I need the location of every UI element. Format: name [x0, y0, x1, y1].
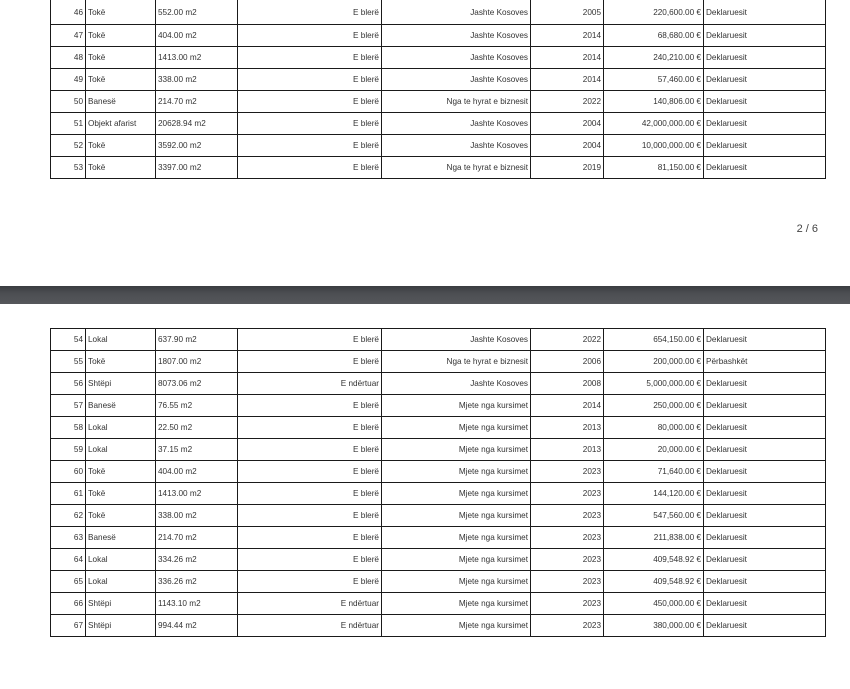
- area-cell: 3397.00 m2: [156, 157, 238, 179]
- row-number-cell: 52: [51, 135, 86, 157]
- property-table-body: [51, 0, 826, 179]
- table-row: [51, 505, 826, 527]
- value-cell: 10,000,000.00 €: [604, 135, 704, 157]
- property-table: [50, 0, 826, 179]
- funding-source-cell: Mjete nga kursimet: [382, 505, 531, 527]
- document-page-2: [0, 0, 850, 286]
- year-cell: 2023: [531, 483, 604, 505]
- table-row: [51, 47, 826, 69]
- property-type-cell: Banesë: [86, 527, 156, 549]
- property-type-cell: Lokal: [86, 571, 156, 593]
- acquisition-method-cell: E blerë: [238, 47, 382, 69]
- year-cell: 2023: [531, 505, 604, 527]
- year-cell: 2005: [531, 0, 604, 25]
- acquisition-method-cell: E blerë: [238, 25, 382, 47]
- area-cell: 22.50 m2: [156, 417, 238, 439]
- row-number-cell: 55: [51, 351, 86, 373]
- funding-source-cell: Jashte Kosoves: [382, 135, 531, 157]
- funding-source-cell: Jashte Kosoves: [382, 25, 531, 47]
- year-cell: 2023: [531, 527, 604, 549]
- owner-cell: Deklaruesit: [704, 549, 826, 571]
- value-cell: 20,000.00 €: [604, 439, 704, 461]
- row-number-cell: 51: [51, 113, 86, 135]
- value-cell: 547,560.00 €: [604, 505, 704, 527]
- value-cell: 220,600.00 €: [604, 0, 704, 25]
- property-type-cell: Tokë: [86, 47, 156, 69]
- funding-source-cell: Mjete nga kursimet: [382, 593, 531, 615]
- area-cell: 334.26 m2: [156, 549, 238, 571]
- acquisition-method-cell: E ndërtuar: [238, 373, 382, 395]
- area-cell: 8073.06 m2: [156, 373, 238, 395]
- value-cell: 250,000.00 €: [604, 395, 704, 417]
- property-type-cell: Lokal: [86, 417, 156, 439]
- value-cell: 144,120.00 €: [604, 483, 704, 505]
- property-type-cell: Tokë: [86, 483, 156, 505]
- owner-cell: Përbashkët: [704, 351, 826, 373]
- row-number-cell: 59: [51, 439, 86, 461]
- area-cell: 3592.00 m2: [156, 135, 238, 157]
- value-cell: 80,000.00 €: [604, 417, 704, 439]
- owner-cell: Deklaruesit: [704, 135, 826, 157]
- table-row: [51, 439, 826, 461]
- value-cell: 654,150.00 €: [604, 329, 704, 351]
- value-cell: 71,640.00 €: [604, 461, 704, 483]
- row-number-cell: 54: [51, 329, 86, 351]
- year-cell: 2014: [531, 25, 604, 47]
- property-type-cell: Tokë: [86, 461, 156, 483]
- acquisition-method-cell: E ndërtuar: [238, 615, 382, 637]
- funding-source-cell: Jashte Kosoves: [382, 0, 531, 25]
- owner-cell: Deklaruesit: [704, 0, 826, 25]
- acquisition-method-cell: E blerë: [238, 549, 382, 571]
- area-cell: 214.70 m2: [156, 91, 238, 113]
- acquisition-method-cell: E blerë: [238, 113, 382, 135]
- value-cell: 200,000.00 €: [604, 351, 704, 373]
- row-number-cell: 56: [51, 373, 86, 395]
- year-cell: 2006: [531, 351, 604, 373]
- year-cell: 2019: [531, 157, 604, 179]
- owner-cell: Deklaruesit: [704, 593, 826, 615]
- year-cell: 2022: [531, 91, 604, 113]
- owner-cell: Deklaruesit: [704, 439, 826, 461]
- year-cell: 2004: [531, 135, 604, 157]
- owner-cell: Deklaruesit: [704, 527, 826, 549]
- property-type-cell: Banesë: [86, 395, 156, 417]
- funding-source-cell: Mjete nga kursimet: [382, 571, 531, 593]
- page-separator: [0, 286, 850, 304]
- acquisition-method-cell: E blerë: [238, 135, 382, 157]
- funding-source-cell: Nga te hyrat e biznesit: [382, 91, 531, 113]
- area-cell: 994.44 m2: [156, 615, 238, 637]
- table-row: [51, 571, 826, 593]
- acquisition-method-cell: E blerë: [238, 329, 382, 351]
- table-row: [51, 329, 826, 351]
- acquisition-method-cell: E blerë: [238, 395, 382, 417]
- row-number-cell: 63: [51, 527, 86, 549]
- row-number-cell: 61: [51, 483, 86, 505]
- owner-cell: Deklaruesit: [704, 417, 826, 439]
- owner-cell: Deklaruesit: [704, 571, 826, 593]
- owner-cell: Deklaruesit: [704, 373, 826, 395]
- owner-cell: Deklaruesit: [704, 483, 826, 505]
- area-cell: 338.00 m2: [156, 505, 238, 527]
- table-row: [51, 135, 826, 157]
- area-cell: 637.90 m2: [156, 329, 238, 351]
- property-type-cell: Tokë: [86, 135, 156, 157]
- funding-source-cell: Jashte Kosoves: [382, 329, 531, 351]
- property-type-cell: Tokë: [86, 351, 156, 373]
- property-type-cell: Shtëpi: [86, 373, 156, 395]
- area-cell: 338.00 m2: [156, 69, 238, 91]
- property-type-cell: Objekt afarist: [86, 113, 156, 135]
- acquisition-method-cell: E blerë: [238, 439, 382, 461]
- acquisition-method-cell: E blerë: [238, 505, 382, 527]
- acquisition-method-cell: E blerë: [238, 0, 382, 25]
- funding-source-cell: Mjete nga kursimet: [382, 417, 531, 439]
- year-cell: 2023: [531, 593, 604, 615]
- table-row: [51, 527, 826, 549]
- funding-source-cell: Nga te hyrat e biznesit: [382, 351, 531, 373]
- area-cell: 1413.00 m2: [156, 483, 238, 505]
- property-type-cell: Lokal: [86, 439, 156, 461]
- owner-cell: Deklaruesit: [704, 395, 826, 417]
- table-row: [51, 373, 826, 395]
- acquisition-method-cell: E blerë: [238, 91, 382, 113]
- row-number-cell: 66: [51, 593, 86, 615]
- table-row: [51, 549, 826, 571]
- area-cell: 404.00 m2: [156, 25, 238, 47]
- acquisition-method-cell: E blerë: [238, 461, 382, 483]
- acquisition-method-cell: E blerë: [238, 351, 382, 373]
- table-row: [51, 0, 826, 25]
- row-number-cell: 48: [51, 47, 86, 69]
- acquisition-method-cell: E blerë: [238, 527, 382, 549]
- table-row: [51, 69, 826, 91]
- area-cell: 214.70 m2: [156, 527, 238, 549]
- owner-cell: Deklaruesit: [704, 461, 826, 483]
- value-cell: 57,460.00 €: [604, 69, 704, 91]
- area-cell: 20628.94 m2: [156, 113, 238, 135]
- property-table-body: [51, 329, 826, 637]
- owner-cell: Deklaruesit: [704, 505, 826, 527]
- property-table: [50, 328, 826, 637]
- row-number-cell: 60: [51, 461, 86, 483]
- value-cell: 380,000.00 €: [604, 615, 704, 637]
- row-number-cell: 57: [51, 395, 86, 417]
- year-cell: 2008: [531, 373, 604, 395]
- owner-cell: Deklaruesit: [704, 47, 826, 69]
- year-cell: 2014: [531, 395, 604, 417]
- area-cell: 404.00 m2: [156, 461, 238, 483]
- value-cell: 5,000,000.00 €: [604, 373, 704, 395]
- funding-source-cell: Mjete nga kursimet: [382, 527, 531, 549]
- acquisition-method-cell: E blerë: [238, 69, 382, 91]
- funding-source-cell: Mjete nga kursimet: [382, 549, 531, 571]
- table-row: [51, 157, 826, 179]
- funding-source-cell: Jashte Kosoves: [382, 373, 531, 395]
- property-type-cell: Tokë: [86, 69, 156, 91]
- property-type-cell: Shtëpi: [86, 615, 156, 637]
- area-cell: 1413.00 m2: [156, 47, 238, 69]
- funding-source-cell: Mjete nga kursimet: [382, 439, 531, 461]
- table-row: [51, 91, 826, 113]
- property-type-cell: Tokë: [86, 25, 156, 47]
- owner-cell: Deklaruesit: [704, 157, 826, 179]
- owner-cell: Deklaruesit: [704, 113, 826, 135]
- value-cell: 211,838.00 €: [604, 527, 704, 549]
- property-type-cell: Shtëpi: [86, 593, 156, 615]
- area-cell: 37.15 m2: [156, 439, 238, 461]
- property-type-cell: Lokal: [86, 329, 156, 351]
- acquisition-method-cell: E blerë: [238, 417, 382, 439]
- row-number-cell: 65: [51, 571, 86, 593]
- document-page-3: [0, 304, 850, 689]
- property-type-cell: Banesë: [86, 91, 156, 113]
- area-cell: 552.00 m2: [156, 0, 238, 25]
- value-cell: 68,680.00 €: [604, 25, 704, 47]
- table-row: [51, 615, 826, 637]
- year-cell: 2013: [531, 439, 604, 461]
- year-cell: 2013: [531, 417, 604, 439]
- year-cell: 2014: [531, 47, 604, 69]
- owner-cell: Deklaruesit: [704, 25, 826, 47]
- year-cell: 2023: [531, 615, 604, 637]
- value-cell: 42,000,000.00 €: [604, 113, 704, 135]
- table-row: [51, 113, 826, 135]
- funding-source-cell: Mjete nga kursimet: [382, 395, 531, 417]
- table-row: [51, 483, 826, 505]
- value-cell: 450,000.00 €: [604, 593, 704, 615]
- row-number-cell: 67: [51, 615, 86, 637]
- row-number-cell: 64: [51, 549, 86, 571]
- table-row: [51, 351, 826, 373]
- funding-source-cell: Mjete nga kursimet: [382, 615, 531, 637]
- funding-source-cell: Nga te hyrat e biznesit: [382, 157, 531, 179]
- row-number-cell: 53: [51, 157, 86, 179]
- acquisition-method-cell: E ndërtuar: [238, 593, 382, 615]
- area-cell: 1143.10 m2: [156, 593, 238, 615]
- acquisition-method-cell: E blerë: [238, 571, 382, 593]
- value-cell: 240,210.00 €: [604, 47, 704, 69]
- value-cell: 409,548.92 €: [604, 571, 704, 593]
- acquisition-method-cell: E blerë: [238, 157, 382, 179]
- table-row: [51, 25, 826, 47]
- row-number-cell: 49: [51, 69, 86, 91]
- acquisition-method-cell: E blerë: [238, 483, 382, 505]
- page-indicator: 2 / 6: [796, 223, 818, 235]
- year-cell: 2023: [531, 461, 604, 483]
- value-cell: 140,806.00 €: [604, 91, 704, 113]
- year-cell: 2023: [531, 549, 604, 571]
- value-cell: 81,150.00 €: [604, 157, 704, 179]
- table-row: [51, 593, 826, 615]
- owner-cell: Deklaruesit: [704, 69, 826, 91]
- row-number-cell: 62: [51, 505, 86, 527]
- table-row: [51, 461, 826, 483]
- funding-source-cell: Mjete nga kursimet: [382, 483, 531, 505]
- row-number-cell: 50: [51, 91, 86, 113]
- owner-cell: Deklaruesit: [704, 329, 826, 351]
- funding-source-cell: Mjete nga kursimet: [382, 461, 531, 483]
- property-type-cell: Tokë: [86, 0, 156, 25]
- property-type-cell: Tokë: [86, 505, 156, 527]
- property-type-cell: Lokal: [86, 549, 156, 571]
- property-type-cell: Tokë: [86, 157, 156, 179]
- area-cell: 76.55 m2: [156, 395, 238, 417]
- row-number-cell: 46: [51, 0, 86, 25]
- value-cell: 409,548.92 €: [604, 549, 704, 571]
- table-row: [51, 417, 826, 439]
- area-cell: 336.26 m2: [156, 571, 238, 593]
- owner-cell: Deklaruesit: [704, 615, 826, 637]
- table-row: [51, 395, 826, 417]
- owner-cell: Deklaruesit: [704, 91, 826, 113]
- funding-source-cell: Jashte Kosoves: [382, 47, 531, 69]
- year-cell: 2014: [531, 69, 604, 91]
- year-cell: 2004: [531, 113, 604, 135]
- funding-source-cell: Jashte Kosoves: [382, 113, 531, 135]
- row-number-cell: 58: [51, 417, 86, 439]
- funding-source-cell: Jashte Kosoves: [382, 69, 531, 91]
- area-cell: 1807.00 m2: [156, 351, 238, 373]
- row-number-cell: 47: [51, 25, 86, 47]
- year-cell: 2023: [531, 571, 604, 593]
- year-cell: 2022: [531, 329, 604, 351]
